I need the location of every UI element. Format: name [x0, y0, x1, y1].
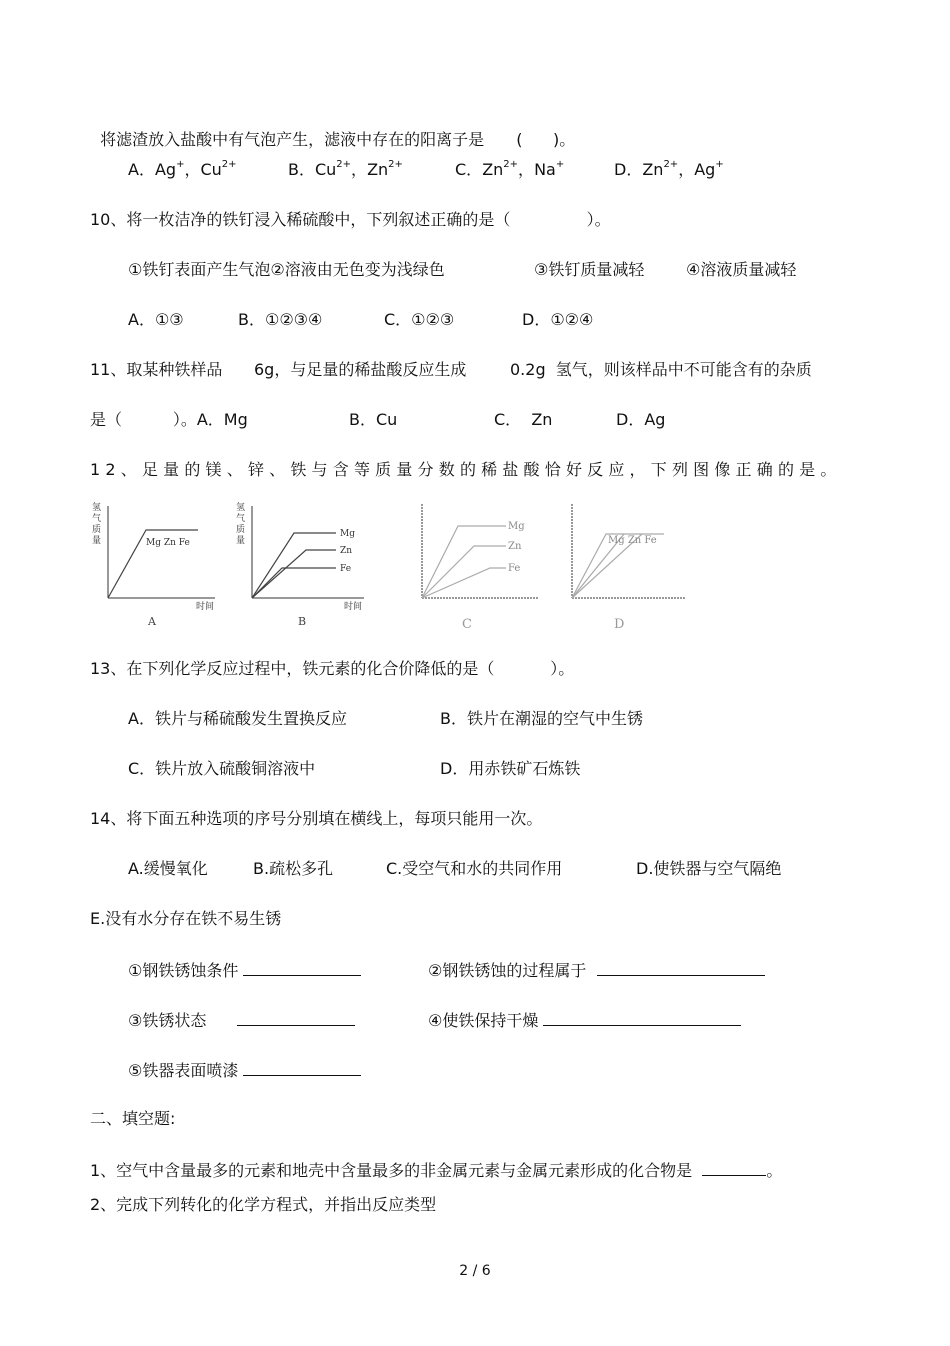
- graph-c-label: C: [462, 617, 472, 632]
- graph-c-label-fe: Fe: [508, 563, 521, 574]
- graph-b-ylabel-1: 氢: [236, 503, 246, 513]
- graph-b-line-mg: [252, 533, 336, 598]
- q14-fill-1: ①钢铁锈蚀条件: [128, 959, 361, 981]
- graph-b-xlabel: 时间: [344, 602, 363, 612]
- graph-c-label-mg: Mg: [508, 521, 525, 532]
- graph-b-line-zn: [252, 550, 336, 598]
- graph-d-series-labels: Mg Zn Fe: [608, 535, 657, 546]
- q14-option-d: D.使铁器与空气隔绝: [636, 859, 782, 878]
- graph-d-label: D: [614, 617, 625, 632]
- q14-fill-2: ②钢铁锈蚀的过程属于: [428, 959, 765, 981]
- question-12-stem: 12、足量的镁、锌、铁与含等质量分数的稀盐酸恰好反应，下列图像正确的是。: [90, 460, 842, 479]
- section-2-question-2: 2、完成下列转化的化学方程式，并指出反应类型: [90, 1195, 437, 1214]
- q14-option-e: E.没有水分存在铁不易生锈: [90, 909, 282, 928]
- q14-blank-2[interactable]: [597, 959, 765, 976]
- graph-b: [234, 498, 374, 637]
- q10-statement-4: ④溶液质量减轻: [686, 260, 797, 279]
- q14-blank-1[interactable]: [243, 959, 361, 976]
- question-11-part-2: 6g，与足量的稀盐酸反应生成: [254, 360, 467, 379]
- graph-a-ylabel-2: 气: [92, 514, 102, 524]
- q13-option-d: D．用赤铁矿石炼铁: [440, 759, 581, 778]
- q14-fill-5: ⑤铁器表面喷漆: [128, 1059, 361, 1081]
- graph-c-label-zn: Zn: [508, 541, 522, 552]
- graph-a-series-labels: Mg Zn Fe: [146, 538, 190, 548]
- q9-option-d: D．$Zn^{2+}$，Ag+: [614, 158, 724, 179]
- q9-option-c: C．$Zn^{2+}$，Na+: [455, 158, 565, 179]
- q9-option-a: A．Ag+，$Cu^{2+}$: [128, 158, 237, 179]
- section-2-q1-blank[interactable]: [702, 1159, 766, 1176]
- question-14-stem: 14、将下面五种选项的序号分别填在横线上，每项只能用一次。: [90, 809, 543, 828]
- q10-option-b: B．①②③④: [238, 310, 323, 329]
- question-11-option-c: C． Zn: [494, 410, 553, 429]
- q13-option-b: B．铁片在潮湿的空气中生锈: [440, 709, 643, 728]
- graph-a: [90, 498, 220, 637]
- section-2-title: 二、填空题:: [90, 1109, 176, 1128]
- q14-option-a: A.缓慢氧化: [128, 859, 208, 878]
- question-11-option-d: D．Ag: [616, 410, 666, 429]
- section-2-question-1: 1、空气中含量最多的元素和地壳中含量最多的非金属元素与金属元素形成的化合物是 。: [90, 1161, 783, 1180]
- q9-option-b: B．$Cu^{2+}$，$Zn^{2+}$: [288, 158, 403, 179]
- graph-b-label-fe: Fe: [340, 564, 352, 574]
- graph-d: [546, 498, 696, 637]
- q10-option-c: C．①②③: [384, 310, 455, 329]
- q14-blank-4[interactable]: [543, 1009, 741, 1026]
- q14-option-b: B.疏松多孔: [253, 859, 334, 878]
- q10-statement-3: ③铁钉质量减轻: [534, 260, 645, 279]
- question-11-part-3: 0.2g 氢气，则该样品中不可能含有的杂质: [510, 360, 812, 379]
- q14-blank-5[interactable]: [243, 1059, 361, 1076]
- graph-b-label-mg: Mg: [340, 529, 355, 539]
- graph-a-xlabel: 时间: [196, 602, 215, 612]
- graph-c-line-1: [422, 526, 506, 598]
- question-13-stem: 13、在下列化学反应过程中，铁元素的化合价降低的是（ ）。: [90, 659, 575, 678]
- q13-option-c: C．铁片放入硫酸铜溶液中: [128, 759, 316, 778]
- graph-a-ylabel-1: 氢: [92, 503, 102, 513]
- graph-b-ylabel-4: 量: [236, 536, 246, 546]
- graph-b-label: B: [298, 615, 307, 628]
- q13-option-a: A．铁片与稀硫酸发生置换反应: [128, 709, 347, 728]
- graph-b-line-fe: [252, 568, 336, 598]
- q14-fill-3: ③铁锈状态: [128, 1009, 355, 1031]
- graph-a-ylabel-3: 质: [92, 525, 102, 535]
- graph-c: [398, 498, 548, 637]
- q10-statement-1-2: ①铁钉表面产生气泡②溶液由无色变为浅绿色: [128, 260, 445, 279]
- graph-b-label-zn: Zn: [340, 546, 353, 556]
- q10-option-d: D．①②④: [522, 310, 594, 329]
- question-11-option-a: 是（ ）。A．Mg: [90, 410, 248, 429]
- page-number: 2 / 6: [459, 1263, 491, 1279]
- q14-fill-4: ④使铁保持干燥: [428, 1009, 741, 1031]
- graph-b-ylabel-2: 气: [236, 514, 246, 524]
- q14-blank-3[interactable]: [237, 1009, 355, 1026]
- question-9-continuation: 将滤渣放入盐酸中有气泡产生，滤液中存在的阳离子是 ( )。: [100, 130, 576, 149]
- question-11-option-b: B．Cu: [349, 410, 398, 429]
- q10-option-a: A．①③: [128, 310, 184, 329]
- question-10-stem: 10、将一枚洁净的铁钉浸入稀硫酸中，下列叙述正确的是（ ）。: [90, 210, 611, 229]
- question-11-part-1: 11、取某种铁样品: [90, 360, 223, 379]
- graph-a-label: A: [148, 615, 156, 628]
- q14-option-c: C.受空气和水的共同作用: [386, 859, 563, 878]
- graph-b-ylabel-3: 质: [236, 525, 246, 535]
- graph-a-ylabel-4: 量: [92, 536, 102, 546]
